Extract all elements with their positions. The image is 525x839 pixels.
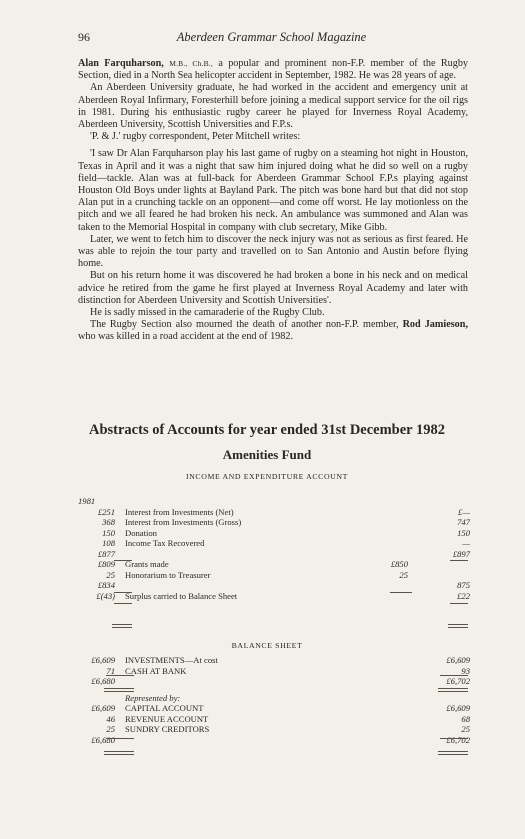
rule — [106, 675, 134, 676]
double-rule — [112, 624, 132, 628]
double-rule — [448, 624, 468, 628]
prior-year-amount: £(43) — [96, 590, 115, 601]
rule — [440, 675, 468, 676]
prior-year-amount: 368 — [102, 517, 115, 527]
rule — [114, 560, 132, 561]
current-year-amount: £— — [458, 506, 470, 517]
obituary-paragraph-text: a popular and prominent non-F.P. member of the Rugby Section, died in a North Sea helicopter accident in September, 1982. He was 28 years of age. — [78, 58, 469, 82]
balance-item: CAPITAL ACCOUNT — [125, 703, 204, 713]
fund-title: Amenities Fund — [222, 447, 312, 462]
obituary-paragraph: 'P. & J.' rugby correspondent, Peter Mitchell writes: — [90, 131, 301, 143]
obituary-paragraph: He is sadly missed in the camaraderie of the Rugby Club. — [90, 307, 325, 319]
current-year-amount: £6,702 — [446, 734, 470, 745]
prior-year-amount: £877 — [97, 548, 115, 559]
account-row — [78, 549, 470, 560]
balance-row — [78, 724, 470, 735]
current-year-amount: — — [462, 538, 470, 548]
page-number: 96 — [78, 30, 90, 44]
current-year-amount: £22 — [457, 590, 470, 601]
prior-year-amount: £6,680 — [91, 676, 115, 686]
quote-paragraph: 'I saw Dr Alan Farquharson play his last game of rugby on a steaming hot night in Houston, Texas in April and it was a night that saw him injured doing what he did so well on a rugby field—tackle. Alan was at full-back for Aberdeen Grammar School F.P.s playing against Houston Old Boys under lights at Bayland Park. The pitch was bone hard but that did not stop Alan put in a crunching tackle on an opponent—and come off worst. He lay motionless on the pitch and we all feared he had broken his neck. An ambulance was summoned and Alan was taken to the Memorial Hospital in company with club secretary, Mike Gibb. — [78, 148, 468, 233]
rule — [450, 603, 468, 604]
obituary-paragraph — [78, 319, 468, 343]
prior-year-amount: 25 — [106, 724, 115, 734]
obituary-paragraph-text: The Rugby Section also mourned the death of another non-F.P. member, — [90, 319, 399, 331]
prior-year-amount: 150 — [102, 527, 115, 538]
account-row — [78, 507, 470, 518]
balance-item: SUNDRY CREDITORS — [125, 724, 210, 734]
current-year-amount: £897 — [452, 548, 470, 559]
rule — [106, 738, 134, 739]
balance-row — [78, 693, 470, 704]
bs-rows — [78, 655, 470, 745]
prior-year-amount: 25 — [106, 569, 115, 580]
account-item: Honorarium to Treasurer — [125, 569, 211, 580]
current-year-amount: 93 — [461, 665, 470, 676]
obituary-text — [78, 58, 468, 344]
account-row — [78, 528, 470, 539]
prior-year-amount: 46 — [106, 713, 115, 724]
balance-row — [78, 735, 470, 746]
double-rule — [438, 751, 468, 755]
sub-amount: £850 — [390, 559, 408, 569]
quote-paragraph: But on his return home it was discovered he had broken a bone in his neck and on medical advice he retired from the game he first played at Inverness Royal Academy and later with distinction for Aberdeen University and Scottish Universities'. — [78, 270, 468, 306]
balance-sheet-heading: BALANCE SHEET — [231, 641, 303, 650]
current-year-amount: £6,609 — [446, 655, 470, 665]
degrees: M.B., Ch.B., — [169, 59, 213, 68]
rule — [450, 560, 468, 561]
account-item: Donation — [125, 527, 157, 538]
current-year-amount: 875 — [457, 580, 470, 590]
balance-row — [78, 666, 470, 677]
account-item: Income Tax Recovered — [125, 538, 205, 548]
balance-item: Represented by: — [125, 692, 181, 703]
obituary-paragraph-text: who was killed in a road accident at the end of 1982. — [78, 331, 294, 343]
account-row — [78, 580, 470, 591]
ie-rows — [78, 507, 470, 602]
prior-year-amount: £6,680 — [91, 734, 115, 745]
balance-row — [78, 676, 470, 687]
rule — [114, 603, 132, 604]
rule — [114, 592, 132, 593]
running-head — [78, 30, 465, 46]
prior-year-label: 1981 — [78, 496, 96, 506]
current-year-amount: 68 — [461, 713, 470, 724]
rule — [440, 738, 468, 739]
deceased-name: Rod Jamieson, — [402, 319, 468, 331]
account-item: Surplus carried to Balance Sheet — [125, 590, 238, 601]
account-item: Interest from Investments (Net) — [125, 506, 234, 517]
prior-year-amount: £834 — [97, 580, 115, 590]
current-year-amount: 25 — [461, 724, 470, 734]
obituary-paragraph — [78, 58, 468, 82]
account-item: Interest from Investments (Gross) — [125, 517, 242, 527]
prior-year-amount: 71 — [106, 665, 115, 676]
account-row — [78, 538, 470, 549]
year-row — [78, 496, 470, 507]
obituary-paragraph: An Aberdeen University graduate, he had worked in the accident and emergency unit at Aberdeen Royal Infirmary, Foresterhill before joining a medical support service for the oil rigs in 1981. During his enthusiastic rugby career he played for Inverness Royal Academy, Aberdeen University, Scottish Universities and F.P.s. — [78, 82, 468, 131]
account-row — [78, 570, 470, 581]
balance-item: INVESTMENTS—At cost — [125, 655, 218, 665]
balance-row — [78, 655, 470, 666]
prior-year-amount: £809 — [97, 559, 115, 569]
balance-item: REVENUE ACCOUNT — [125, 713, 209, 724]
sub-amount: 25 — [399, 569, 408, 580]
balance-row — [78, 703, 470, 714]
prior-year-amount: £6,609 — [91, 703, 115, 713]
accounts-title: Abstracts of Accounts for year ended 31st December 1982 — [88, 422, 445, 438]
balance-item: CASH AT BANK — [125, 665, 187, 676]
double-rule — [104, 688, 134, 692]
current-year-amount: 150 — [457, 527, 470, 538]
current-year-amount: £6,609 — [446, 703, 470, 713]
account-row — [78, 559, 470, 570]
double-rule — [104, 751, 134, 755]
prior-year-amount: 108 — [102, 538, 115, 548]
prior-year-amount: £6,609 — [91, 655, 115, 665]
double-rule — [438, 688, 468, 692]
balance-row — [78, 714, 470, 725]
prior-year-amount: £251 — [97, 506, 115, 517]
deceased-name: Alan Farquharson, — [78, 58, 164, 69]
account-row — [78, 517, 470, 528]
income-expenditure-account — [78, 496, 470, 601]
rule — [390, 592, 412, 593]
account-item: Grants made — [125, 559, 169, 569]
current-year-amount: £6,702 — [446, 676, 470, 686]
balance-sheet — [78, 655, 470, 745]
income-expenditure-heading: INCOME AND EXPENDITURE ACCOUNT — [185, 472, 349, 481]
quote-paragraph: Later, we went to fetch him to discover the neck injury was not as serious as first feared. He was able to rejoin the tour party and travelled on to San Antonio and Austin before flying home. — [78, 233, 468, 270]
current-year-amount: 747 — [457, 517, 470, 527]
journal-title: Aberdeen Grammar School Magazine — [176, 30, 367, 44]
